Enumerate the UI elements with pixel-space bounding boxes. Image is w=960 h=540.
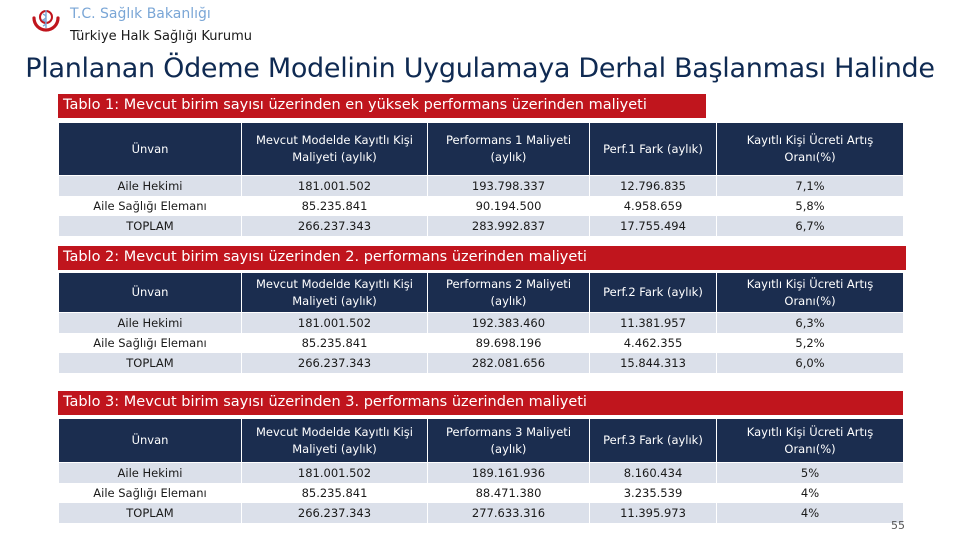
table-row xyxy=(59,483,904,503)
cell-value: 6,0% xyxy=(717,353,904,373)
row-label: TOPLAM xyxy=(59,216,242,236)
cell-value: 85.235.841 xyxy=(242,483,428,503)
table-header-cell: Ünvan xyxy=(59,123,242,176)
cell-value: 277.633.316 xyxy=(428,503,590,523)
table-row xyxy=(59,353,904,373)
page-number: 55 xyxy=(891,519,905,532)
table-row xyxy=(59,216,904,236)
table-header-cell: Kayıtlı Kişi Ücreti Artış Oranı(%) xyxy=(717,123,904,176)
cell-value: 283.992.837 xyxy=(428,216,590,236)
institution-name: Türkiye Halk Sağlığı Kurumu xyxy=(70,29,253,44)
cell-value: 8.160.434 xyxy=(590,463,717,484)
cell-value: 189.161.936 xyxy=(428,463,590,484)
table-header-cell: Perf.1 Fark (aylık) xyxy=(590,123,717,176)
cell-value: 4% xyxy=(717,483,904,503)
cell-value: 5,8% xyxy=(717,196,904,216)
table-2-caption: Tablo 2: Mevcut birim sayısı üzerinden 2. performans üzerinden maliyeti xyxy=(58,246,906,270)
cell-value: 266.237.343 xyxy=(242,503,428,523)
table-1 xyxy=(58,122,904,236)
row-label: Aile Sağlığı Elemanı xyxy=(59,483,242,503)
cell-value: 193.798.337 xyxy=(428,176,590,197)
table-header-cell: Performans 2 Maliyeti (aylık) xyxy=(428,273,590,313)
row-label: TOPLAM xyxy=(59,353,242,373)
table-row xyxy=(59,503,904,523)
table-row xyxy=(59,313,904,334)
ministry-logo-icon xyxy=(28,4,64,40)
table-2 xyxy=(58,272,904,373)
cell-value: 6,3% xyxy=(717,313,904,334)
table-row xyxy=(59,463,904,484)
table-header-cell: Performans 3 Maliyeti (aylık) xyxy=(428,419,590,463)
table-header-cell: Perf.2 Fark (aylık) xyxy=(590,273,717,313)
cell-value: 88.471.380 xyxy=(428,483,590,503)
row-label: Aile Hekimi xyxy=(59,176,242,197)
cell-value: 85.235.841 xyxy=(242,196,428,216)
cell-value: 4.462.355 xyxy=(590,333,717,353)
table-header-cell: Perf.3 Fark (aylık) xyxy=(590,419,717,463)
cell-value: 6,7% xyxy=(717,216,904,236)
row-label: Aile Sağlığı Elemanı xyxy=(59,196,242,216)
table-header-cell: Kayıtlı Kişi Ücreti Artış Oranı(%) xyxy=(717,419,904,463)
cell-value: 12.796.835 xyxy=(590,176,717,197)
table-header-cell: Mevcut Modelde Kayıtlı Kişi Maliyeti (aylık) xyxy=(242,123,428,176)
row-label: Aile Hekimi xyxy=(59,313,242,334)
table-row xyxy=(59,176,904,197)
cell-value: 15.844.313 xyxy=(590,353,717,373)
cell-value: 11.381.957 xyxy=(590,313,717,334)
table-header-cell: Kayıtlı Kişi Ücreti Artış Oranı(%) xyxy=(717,273,904,313)
cell-value: 17.755.494 xyxy=(590,216,717,236)
table-header-cell: Ünvan xyxy=(59,419,242,463)
table-header-cell: Performans 1 Maliyeti (aylık) xyxy=(428,123,590,176)
cell-value: 181.001.502 xyxy=(242,463,428,484)
table-header-cell: Ünvan xyxy=(59,273,242,313)
table-3 xyxy=(58,418,904,523)
cell-value: 181.001.502 xyxy=(242,176,428,197)
table-header-cell: Mevcut Modelde Kayıtlı Kişi Maliyeti (aylık) xyxy=(242,419,428,463)
cell-value: 266.237.343 xyxy=(242,216,428,236)
cell-value: 266.237.343 xyxy=(242,353,428,373)
cell-value: 5% xyxy=(717,463,904,484)
slide-title: Planlanan Ödeme Modelinin Uygulamaya Derhal Başlanması Halinde xyxy=(25,53,935,84)
row-label: Aile Sağlığı Elemanı xyxy=(59,333,242,353)
cell-value: 3.235.539 xyxy=(590,483,717,503)
table-row xyxy=(59,333,904,353)
table-1-caption: Tablo 1: Mevcut birim sayısı üzerinden en yüksek performans üzerinden maliyeti xyxy=(58,94,706,118)
cell-value: 85.235.841 xyxy=(242,333,428,353)
table-3-caption: Tablo 3: Mevcut birim sayısı üzerinden 3. performans üzerinden maliyeti xyxy=(58,391,903,415)
table-header-cell: Mevcut Modelde Kayıtlı Kişi Maliyeti (aylık) xyxy=(242,273,428,313)
cell-value: 90.194.500 xyxy=(428,196,590,216)
cell-value: 282.081.656 xyxy=(428,353,590,373)
cell-value: 192.383.460 xyxy=(428,313,590,334)
cell-value: 7,1% xyxy=(717,176,904,197)
cell-value: 181.001.502 xyxy=(242,313,428,334)
cell-value: 89.698.196 xyxy=(428,333,590,353)
cell-value: 5,2% xyxy=(717,333,904,353)
org-name: T.C. Sağlık Bakanlığı xyxy=(70,6,211,22)
row-label: Aile Hekimi xyxy=(59,463,242,484)
cell-value: 11.395.973 xyxy=(590,503,717,523)
cell-value: 4.958.659 xyxy=(590,196,717,216)
cell-value: 4% xyxy=(717,503,904,523)
row-label: TOPLAM xyxy=(59,503,242,523)
table-row xyxy=(59,196,904,216)
